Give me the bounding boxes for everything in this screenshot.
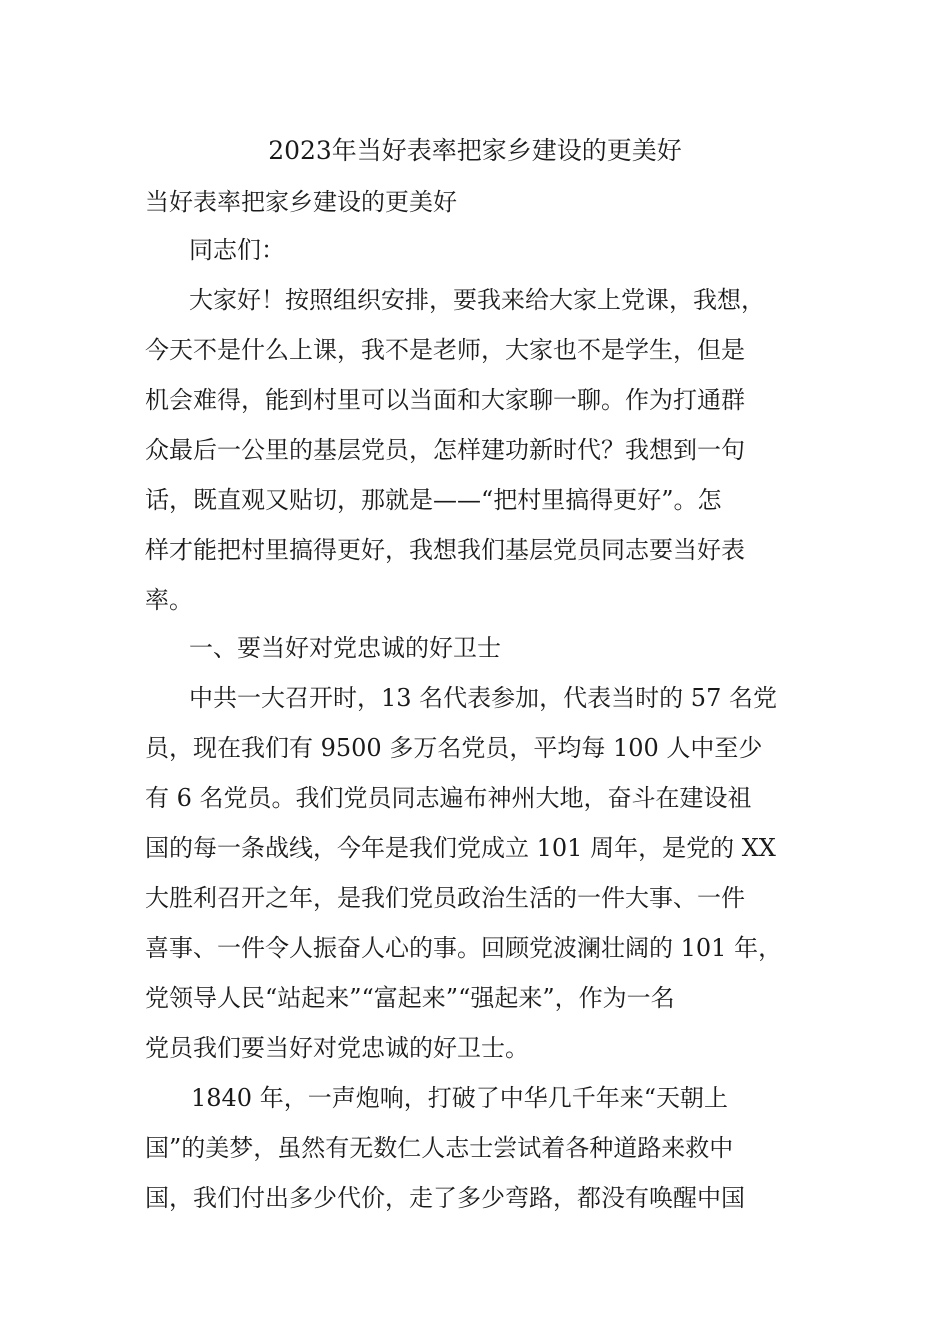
paragraph-line: 众最后一公里的基层党员，怎样建功新时代？我想到一句 [145, 436, 745, 464]
paragraph-line: 国，我们付出多少代价，走了多少弯路，都没有唤醒中国 [145, 1184, 745, 1212]
paragraph-line: 喜事、一件令人振奋人心的事。回顾党波澜壮阔的 101 年， [145, 934, 783, 962]
paragraph-line: 1840 年，一声炮响，打破了中华几千年来“天朝上 [191, 1084, 728, 1112]
paragraph-line: 大家好！按照组织安排，要我来给大家上党课，我想， [189, 286, 765, 314]
paragraph-line: 党领导人民“站起来”“富起来”“强起来”，作为一名 [145, 984, 675, 1012]
document-title: 2023年当好表率把家乡建设的更美好 [268, 136, 682, 165]
paragraph-line: 有 6 名党员。我们党员同志遍布神州大地，奋斗在建设祖 [145, 784, 752, 812]
document-subtitle: 当好表率把家乡建设的更美好 [145, 188, 457, 216]
section-heading: 一、要当好对党忠诚的好卫士 [189, 634, 501, 662]
paragraph-line: 今天不是什么上课，我不是老师，大家也不是学生，但是 [145, 336, 745, 364]
paragraph-line: 国”的美梦，虽然有无数仁人志士尝试着各种道路来救中 [145, 1134, 734, 1162]
paragraph-line: 中共一大召开时，13 名代表参加，代表当时的 57 名党 [189, 684, 777, 712]
paragraph-line: 率。 [145, 586, 193, 614]
paragraph-line: 样才能把村里搞得更好，我想我们基层党员同志要当好表 [145, 536, 745, 564]
paragraph-line: 国的每一条战线，今年是我们党成立 101 周年，是党的 XX [145, 834, 776, 862]
paragraph-line: 大胜利召开之年，是我们党员政治生活的一件大事、一件 [145, 884, 745, 912]
paragraph-line: 机会难得，能到村里可以当面和大家聊一聊。作为打通群 [145, 386, 745, 414]
paragraph-line: 党员我们要当好对党忠诚的好卫士。 [145, 1034, 529, 1062]
paragraph-line: 员，现在我们有 9500 多万名党员，平均每 100 人中至少 [145, 734, 763, 762]
paragraph-line: 话，既直观又贴切，那就是——“把村里搞得更好”。怎 [145, 486, 722, 514]
greeting: 同志们： [189, 236, 285, 264]
